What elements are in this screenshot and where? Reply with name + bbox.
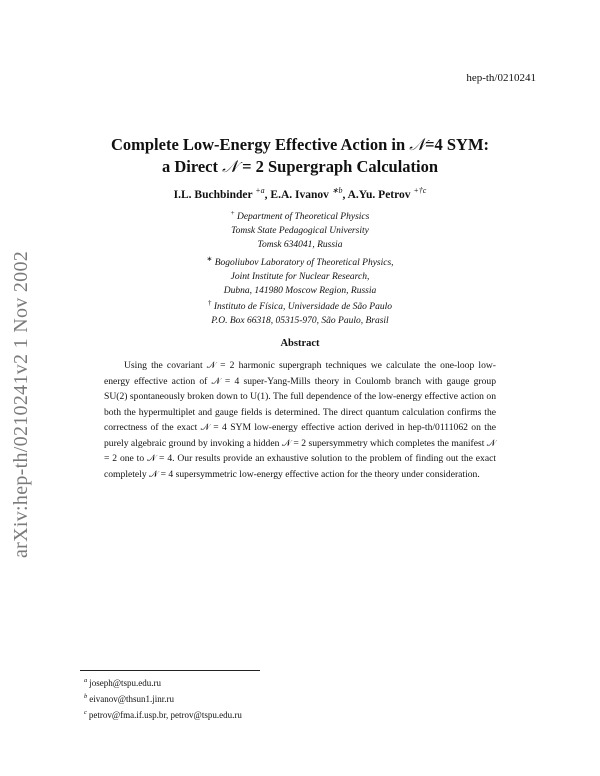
affiliation-sao-paulo: † Instituto de Física, Universidade de São Paulo P.O. Box 66318, 05315-970, São Paulo, Brasil — [208, 299, 392, 327]
footnotes — [84, 674, 242, 722]
author-list: I.L. Buchbinder $^{+a}$, E.A. Ivanov $^{∗b}$, A.Yu. Petrov $^{+\dagger c}$ — [173, 186, 427, 201]
paper-title — [60, 134, 540, 178]
footnote-email: $^a$ joseph@tspu.edu.ru — [84, 677, 162, 688]
footnote-divider — [80, 670, 260, 671]
footnote-email: $^b$ eivanov@thsun1.jinr.ru — [84, 693, 175, 704]
abstract-text: Using the covariant 𝒩 = 2 harmonic supergraph techniques we calculate the one-loop low-energy effective action of 𝒩 = 4 super-Yang-Mills theory in Coulomb branch with gauge group SU(2) spontaneously broken down to U(1). The full dependence of the low-energy effective action on both the hypermultiplet and gauge fields is determined. The direct quantum calculation confirms the correctness of the exact 𝒩 = 4 SYM low-energy effective action derived in hep-th/0111062 on the purely algebraic ground by invoking a hidden 𝒩 = 2 supersymmetry which completes the manifest 𝒩 = 2 one to 𝒩 = 4. Our results provide an exhaustive solution to the problem of finding out the exact completely 𝒩 = 4 supersymmetric low-energy effective action for the theory under consideration. — [104, 360, 496, 480]
author: I.L. Buchbinder $^{+a}$ — [173, 186, 265, 201]
footnote-email: $^c$ petrov@fma.if.usp.br, petrov@tspu.edu.ru — [84, 709, 242, 720]
affiliation-dubna: ∗ Bogoliubov Laboratory of Theoretical Physics, Joint Institute for Nuclear Research, Dubna, 141980 Moscow Region, Russia — [206, 255, 394, 297]
author: A.Yu. Petrov $^{+\dagger c}$ — [347, 186, 427, 201]
abstract-heading: Abstract — [280, 338, 320, 349]
author: E.A. Ivanov $^{∗b}$ — [270, 186, 343, 201]
title-line-1: Complete Low-Energy Effective Action in 𝒩=4 SYM: — [110, 135, 490, 154]
title-line-2: a Direct 𝒩 = 2 Supergraph Calculation — [161, 157, 439, 176]
affiliation-tomsk: + Department of Theoretical Physics Tomsk State Pedagogical University Tomsk 634041, Russia — [230, 209, 370, 251]
arxiv-identifier-stamp: arXiv:hep-th/0210241v2 1 Nov 2002 — [10, 250, 32, 558]
report-number: hep-th/0210241 — [466, 72, 536, 84]
